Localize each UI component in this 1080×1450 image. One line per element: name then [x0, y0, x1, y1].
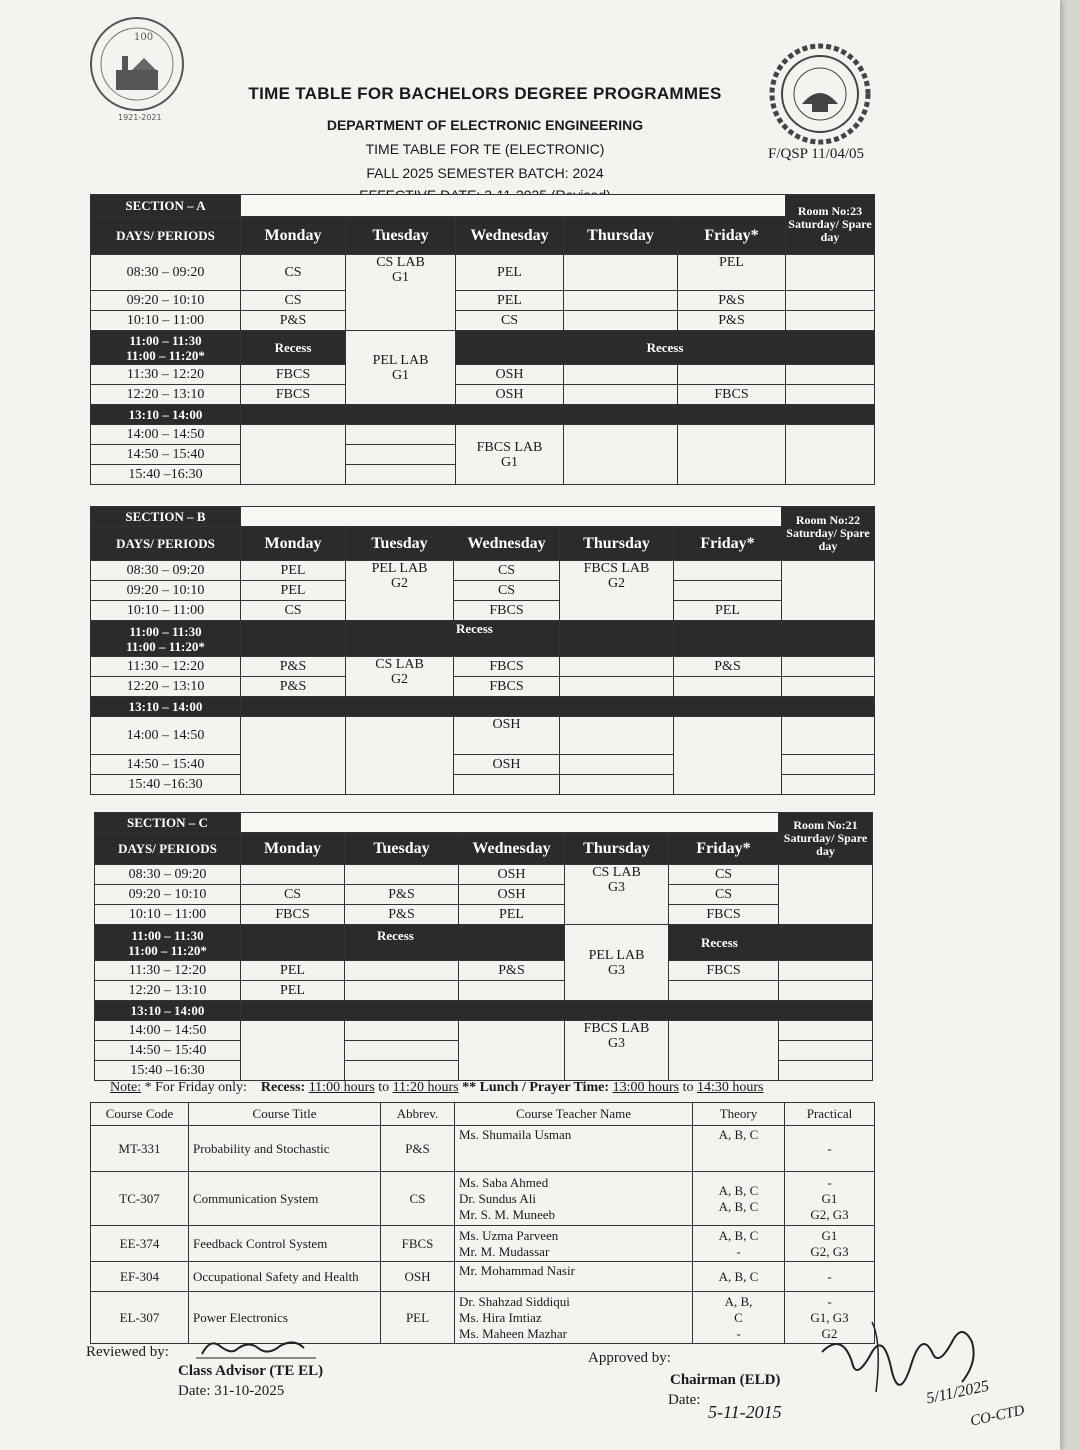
col-course-code: Course Code	[91, 1103, 189, 1126]
class-cell: PEL	[456, 255, 564, 291]
time-slot: 10:10 – 11:00	[91, 601, 241, 621]
room-number: Room No:22	[795, 513, 861, 527]
time-slot: 12:20 – 13:10	[91, 677, 241, 697]
days-periods-label: DAYS/ PERIODS	[91, 527, 241, 561]
spare-day-label: Saturday/ Spare day	[783, 831, 868, 858]
class-cell: OSH	[456, 365, 564, 385]
class-cell: FBCS	[454, 601, 560, 621]
day-header-friday: Friday*	[678, 217, 786, 255]
time-slot: 08:30 – 09:20	[91, 255, 241, 291]
class-cell: FBCS	[241, 365, 346, 385]
days-periods-label: DAYS/ PERIODS	[91, 217, 241, 255]
approver-date-label: Date:	[668, 1392, 701, 1408]
class-cell: P&S	[345, 885, 459, 905]
course-row: EF-304 Occupational Safety and Health OSH Mr. Mohammad Nasir A, B, C -	[91, 1262, 875, 1292]
class-cell: PEL	[241, 561, 346, 581]
recess-cell: Recess	[454, 621, 560, 657]
semester-batch: FALL 2025 SEMESTER BATCH: 2024	[366, 165, 604, 181]
room-number: Room No:21	[793, 818, 858, 832]
recess-time: 11:00 – 11:30 11:00 – 11:20*	[95, 925, 241, 961]
days-periods-label: DAYS/ PERIODS	[95, 833, 241, 865]
spare-day-label: Saturday/ Spare day	[788, 217, 872, 244]
lab-cell: CS LAB G3	[565, 865, 669, 925]
day-header-friday: Friday*	[674, 527, 782, 561]
class-cell: PEL	[241, 981, 345, 1001]
lab-cell: CS LAB G1	[346, 255, 456, 331]
class-cell: OSH	[456, 385, 564, 405]
lab-cell: CS LAB G2	[346, 657, 454, 697]
time-slot: 11:30 – 12:20	[91, 365, 241, 385]
class-cell: FBCS	[669, 961, 779, 981]
department-name: DEPARTMENT OF ELECTRONIC ENGINEERING	[326, 117, 644, 133]
day-header-monday: Monday	[241, 217, 346, 255]
lunch-time: 13:10 – 14:00	[91, 697, 241, 717]
spare-day-label: Saturday/ Spare day	[786, 526, 870, 553]
col-abbrev: Abbrev.	[381, 1103, 455, 1126]
time-slot: 12:20 – 13:10	[91, 385, 241, 405]
col-theory: Theory	[693, 1103, 785, 1126]
time-slot: 15:40 –16:30	[95, 1061, 241, 1081]
day-header-thursday: Thursday	[564, 217, 678, 255]
col-teacher: Course Teacher Name	[455, 1103, 693, 1126]
time-slot: 11:30 – 12:20	[91, 657, 241, 677]
class-cell: PEL	[674, 601, 782, 621]
class-cell: OSH	[454, 717, 560, 755]
program-subtitle: TIME TABLE FOR TE (ELECTRONIC)	[365, 141, 605, 157]
time-slot: 15:40 –16:30	[91, 775, 241, 795]
logo-left-number: 100	[134, 32, 154, 43]
page-title: TIME TABLE FOR BACHELORS DEGREE PROGRAMMES	[248, 84, 722, 103]
lunch-time: 13:10 – 14:00	[95, 1001, 241, 1021]
reviewer-date: Date: 31-10-2025	[178, 1383, 285, 1399]
approver-date: 5-11-2015	[708, 1402, 782, 1422]
day-header-wednesday: Wednesday	[459, 833, 565, 865]
class-cell: FBCS	[454, 677, 560, 697]
approved-by-label: Approved by:	[588, 1350, 671, 1366]
engineering-university-seal	[768, 42, 872, 146]
handwritten-note: CO-CTD	[968, 1402, 1026, 1430]
chairman-signature	[812, 1312, 1012, 1422]
time-slot: 10:10 – 11:00	[91, 311, 241, 331]
form-code: F/QSP 11/04/05	[768, 146, 864, 162]
class-cell: CS	[669, 885, 779, 905]
reviewer-role: Class Advisor (TE EL)	[178, 1363, 324, 1379]
section-c-timetable	[94, 812, 872, 1081]
reviewed-by-label: Reviewed by:	[86, 1344, 169, 1360]
day-header-monday: Monday	[241, 527, 346, 561]
lab-cell: FBCS LAB G3	[565, 1021, 669, 1081]
lab-cell: PEL LAB G2	[346, 561, 454, 621]
time-slot: 12:20 – 13:10	[95, 981, 241, 1001]
time-slot: 11:30 – 12:20	[95, 961, 241, 981]
class-cell: P&S	[678, 291, 786, 311]
class-cell: FBCS	[241, 905, 345, 925]
friday-note: Note: * For Friday only: Recess: 11:00 hours to 11:20 hours ** Lunch / Prayer Time: 13:00 hours to 14:30 hours	[110, 1080, 764, 1095]
class-cell: PEL	[241, 961, 345, 981]
time-slot: 10:10 – 11:00	[95, 905, 241, 925]
class-cell: PEL	[678, 255, 786, 291]
university-centenary-logo	[82, 12, 192, 122]
section-a-timetable	[90, 194, 874, 485]
time-slot: 09:20 – 10:10	[91, 291, 241, 311]
recess-time: 11:00 – 11:30 11:00 – 11:20*	[91, 331, 241, 365]
course-row: EE-374 Feedback Control System FBCS Ms. Uzma Parveen Mr. M. Mudassar A, B, C - G1 G2, G3	[91, 1226, 875, 1262]
recess-cell: Recess	[456, 331, 875, 365]
class-cell: FBCS	[454, 657, 560, 677]
recess-time: 11:00 – 11:30 11:00 – 11:20*	[91, 621, 241, 657]
class-cell: P&S	[241, 677, 346, 697]
class-cell: CS	[454, 581, 560, 601]
class-cell: P&S	[241, 657, 346, 677]
lab-cell: FBCS LAB G2	[560, 561, 674, 621]
logo-left-years: 1921-2021	[118, 113, 162, 122]
section-title: SECTION – B	[91, 507, 241, 527]
class-cell: CS	[241, 291, 346, 311]
class-cell: PEL	[459, 905, 565, 925]
day-header-thursday: Thursday	[565, 833, 669, 865]
day-header-tuesday: Tuesday	[346, 527, 454, 561]
class-cell: P&S	[241, 311, 346, 331]
room-number: Room No:23	[797, 204, 863, 218]
time-slot: 09:20 – 10:10	[95, 885, 241, 905]
class-cell: FBCS	[678, 385, 786, 405]
day-header-monday: Monday	[241, 833, 345, 865]
course-table	[90, 1102, 874, 1344]
class-cell: P&S	[674, 657, 782, 677]
day-header-tuesday: Tuesday	[346, 217, 456, 255]
class-cell: OSH	[454, 755, 560, 775]
time-slot: 08:30 – 09:20	[95, 865, 241, 885]
day-header-wednesday: Wednesday	[456, 217, 564, 255]
col-practical: Practical	[785, 1103, 875, 1126]
class-cell: PEL	[241, 581, 346, 601]
class-cell: CS	[669, 865, 779, 885]
class-cell: CS	[241, 601, 346, 621]
class-cell: CS	[241, 255, 346, 291]
class-cell: CS	[456, 311, 564, 331]
course-row: MT-331 Probability and Stochastic P&S Ms. Shumaila Usman A, B, C -	[91, 1126, 875, 1172]
time-slot: 14:50 – 15:40	[95, 1041, 241, 1061]
day-header-wednesday: Wednesday	[454, 527, 560, 561]
class-cell: OSH	[459, 865, 565, 885]
class-cell: P&S	[459, 961, 565, 981]
lab-cell: PEL LAB G1	[346, 331, 456, 405]
time-slot: 14:00 – 14:50	[91, 425, 241, 445]
recess-cell: Recess	[241, 331, 346, 365]
section-title: SECTION – A	[91, 195, 241, 217]
time-slot: 14:50 – 15:40	[91, 445, 241, 465]
day-header-thursday: Thursday	[560, 527, 674, 561]
class-cell: P&S	[678, 311, 786, 331]
time-slot: 14:50 – 15:40	[91, 755, 241, 775]
lab-cell: FBCS LAB G1	[456, 425, 564, 485]
class-cell: CS	[454, 561, 560, 581]
recess-cell: Recess	[669, 925, 873, 961]
time-slot: 15:40 –16:30	[91, 465, 241, 485]
course-row: EL-307 Power Electronics PEL Dr. Shahzad Siddiqui Ms. Hira Imtiaz Ms. Maheen Mazhar A, B, C - - G1, G3 G2	[91, 1292, 875, 1344]
class-cell: P&S	[345, 905, 459, 925]
class-cell: PEL	[456, 291, 564, 311]
time-slot: 14:00 – 14:50	[95, 1021, 241, 1041]
handwritten-date: 5/11/2025	[924, 1377, 991, 1408]
course-row: TC-307 Communication System CS Ms. Saba Ahmed Dr. Sundus Ali Mr. S. M. Muneeb A, B, C A, B, C - G1 G2, G3	[91, 1172, 875, 1226]
day-header-friday: Friday*	[669, 833, 779, 865]
approver-role: Chairman (ELD)	[670, 1372, 781, 1388]
class-cell: FBCS	[241, 385, 346, 405]
section-b-timetable	[90, 506, 874, 795]
recess-cell: Recess	[345, 925, 565, 961]
section-title: SECTION – C	[95, 813, 241, 833]
lab-cell: PEL LAB G3	[565, 925, 669, 1001]
class-cell: CS	[241, 885, 345, 905]
lunch-time: 13:10 – 14:00	[91, 405, 241, 425]
time-slot: 14:00 – 14:50	[91, 717, 241, 755]
reviewer-signature	[196, 1334, 316, 1362]
time-slot: 08:30 – 09:20	[91, 561, 241, 581]
class-cell: FBCS	[669, 905, 779, 925]
class-cell: OSH	[459, 885, 565, 905]
time-slot: 09:20 – 10:10	[91, 581, 241, 601]
col-course-title: Course Title	[189, 1103, 381, 1126]
day-header-tuesday: Tuesday	[345, 833, 459, 865]
